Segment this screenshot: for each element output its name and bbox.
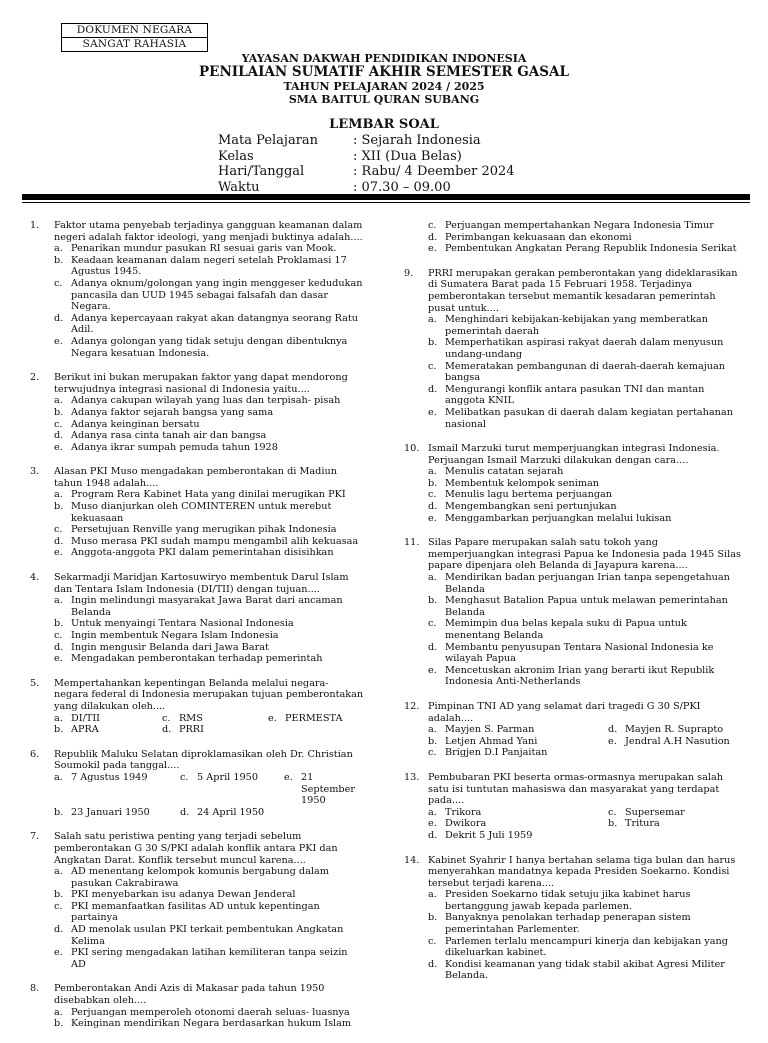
option-text: Menulis lagu bertema perjuangan [445,489,613,501]
option-grid [54,713,365,736]
classification-stamp [61,23,208,52]
option-text: RMS [179,712,203,724]
option-text: Parlemen terlalu mencampuri kinerja dan kebijakan yang dikeluarkan kabinet. [445,935,728,959]
option-letter: a. [54,243,63,255]
option-text: Adanya ikrar sumpah pemuda tahun 1928 [71,441,278,453]
question-text: Mempertahankan kepentingan Belanda melalui negara- negara federal di Indonesia merupakan tujuan pemberontakan yang dilakukan oleh.... [54,677,364,712]
question-number: 14. [404,854,420,866]
question-number: 7. [30,831,40,843]
option-c [428,936,744,959]
question-body [54,220,365,359]
option-letter: c. [180,771,189,783]
option-b [54,255,365,278]
question-number: 3. [30,466,40,478]
header-rule-thin [22,202,750,203]
school-name: SMA BAITUL QURAN SUBANG [288,93,480,106]
question-number: 6. [30,748,40,760]
question-12 [404,701,744,759]
question-number: 8. [30,983,40,995]
option-b [428,478,744,490]
option-a [428,724,608,736]
option-d [54,313,365,336]
question-body [428,772,744,842]
option-text: Mencetuskan akronim Irian yang berarti ikut Republik Indonesia Anti-Netherlands [445,664,715,688]
option-b [54,889,365,901]
option-text: Dwikora [445,818,487,830]
option-letter: c. [428,935,437,947]
option-a [54,395,365,407]
question-text: Berikut ini bukan merupakan faktor yang dapat mendorong terwujudnya integrasi nasional di Indonesia yaitu.... [54,372,348,395]
option-text: Anggota-anggota PKI dalam pemerintahan disisihkan [71,547,334,559]
option-letter: c. [54,418,63,430]
question-body [428,855,744,983]
option-e [54,947,365,970]
option-e [54,442,365,454]
question-body [54,466,365,559]
option-letter: b. [608,818,618,830]
option-text: Adanya keinginan bersatu [71,418,200,430]
option-a [428,466,744,478]
question-text: Salah satu peristiwa penting yang terjadi sebelum pemberontakan G 30 S/PKI adalah konflik antara PKI dan Angkatan Darat. Konflik tersebut muncul karena.... [54,831,338,866]
option-letter: d. [428,383,438,395]
option-letter: c. [608,806,617,818]
questions-right-column [404,220,744,995]
option-letter: c. [162,712,171,724]
option-c [54,524,365,536]
option-e [428,407,744,430]
option-letter: c. [54,630,63,641]
option-text: 24 April 1950 [197,806,265,818]
question-14 [404,855,744,983]
question-text: Faktor utama penyebab terjadinya gangguan keamanan dalam negeri adalah faktor ideologi, yang menjadi buktinya adalah.... [54,220,363,243]
option-letter: a. [54,1006,63,1018]
option-text: PKI memanfaatkan fasilitas AD untuk kepentingan partainya [71,900,320,924]
option-letter: b. [428,912,438,924]
option-text: Ingin mengusir Belanda dari Jawa Barat [71,641,269,653]
option-text: Mendirikan badan perjuangan Irian tanpa sepengetahuan Belanda [445,572,730,595]
option-text: APRA [71,724,99,736]
option-letter: b. [54,1018,64,1030]
option-text: AD menentang kelompok komunis bergabung dalam pasukan Cakrabirawa [71,866,329,889]
question-number: 4. [30,572,40,584]
option-d [162,724,268,736]
option-b [54,501,365,524]
option-e [54,336,365,359]
option-text: Perimbangan kekuasaan dan ekonomi [445,231,632,243]
question-number: 9. [404,267,414,279]
question-body [428,268,744,430]
question-body [54,831,365,970]
option-b [428,912,744,935]
option-e [54,653,365,665]
option-text: 21 September 1950 [301,771,355,807]
option-grid [54,772,365,818]
option-letter: a. [54,395,63,407]
option-e [268,713,365,725]
option-d [428,384,744,407]
option-text: Keadaan keamanan dalam negeri setelah Proklamasi 17 Agustus 1945. [71,254,347,278]
question-number: 13. [404,771,420,783]
option-a [428,314,744,337]
option-c [428,618,744,641]
option-letter: e. [284,771,293,783]
option-text: AD menolak usulan PKI terkait pembentukan Angkatan Kelima [71,924,344,947]
option-text: PKI sering mengadakan latihan kemiliteran tanpa seizin AD [71,947,348,970]
option-c [428,361,744,384]
option-a [428,807,608,819]
option-letter: c. [428,360,437,372]
questions-left-column [30,220,365,1043]
question-2 [30,372,365,453]
option-letter: d. [428,501,438,513]
option-d [428,642,744,665]
option-d [608,724,744,736]
question-4 [30,572,365,665]
option-letter: d. [428,958,438,970]
option-letter: b. [428,337,438,349]
option-letter: c. [428,489,437,501]
question-number: 11. [404,537,420,549]
question-10 [404,443,744,524]
question-13 [404,772,744,842]
option-d [428,830,608,842]
option-text: 7 Agustus 1949 [71,771,148,783]
option-e [428,665,744,688]
question-8 [30,983,365,1029]
option-letter: d. [54,430,64,442]
stamp-line-2: SANGAT RAHASIA [62,37,207,51]
question-text: PRRI merupakan gerakan pemberontakan yang dideklarasikan di Sumatera Barat pada 15 Februari 1958. Terjadinya pemberontakan tersebut memantik kesadaran pemerintah pusat untuk.... [428,267,738,314]
option-b [428,736,608,748]
option-text: PERMESTA [285,712,343,724]
option-text: 23 Januari 1950 [71,806,150,818]
option-letter: d. [54,924,64,936]
option-text: PRRI [179,724,204,736]
question-text: Alasan PKI Muso mengadakan pemberontakan di Madiun tahun 1948 adalah.... [54,466,337,489]
info-class: Kelas : XII (Dua Belas) [218,148,462,164]
exam-info [218,133,515,195]
question-text: Ismail Marzuki turut memperjuangkan integrasi Indonesia. Perjuangan Ismail Marzuki dilakukan dengan cara.... [428,443,720,466]
option-letter: a. [54,489,63,501]
question-8-continued [428,220,744,255]
option-text: Mayjen S. Parman [445,724,535,736]
option-b [54,1018,365,1030]
question-text: Kabinet Syahrir I hanya bertahan selama tiga bulan dan harus menyerahkan mandatnya kepada Presiden Soekarno. Kondisi tersebut terjadi karena.... [428,854,736,889]
option-text: Jendral A.H Nasution [625,735,730,747]
option-letter: e. [608,735,617,747]
question-6 [30,749,365,819]
option-d [428,959,744,982]
option-text: Supersemar [625,806,685,818]
option-letter: c. [54,900,63,912]
option-text: Adanya golongan yang tidak setuju dengan dibentuknya Negara kesatuan Indonesia. [71,335,348,359]
option-c [162,713,268,725]
option-b [54,724,162,736]
option-letter: e. [54,441,63,453]
option-letter: a. [428,724,437,736]
option-text: Mengadakan pemberontakan terhadap pemerintah [71,653,323,665]
option-text: Menghasut Batalion Papua untuk melawan pemerintahan Belanda [445,595,728,618]
stamp-line-1: DOKUMEN NEGARA [76,24,193,36]
sheet-title: LEMBAR SOAL [329,117,439,132]
option-d [428,232,744,244]
option-text: Muso merasa PKI sudah mampu mengambil alih kekuasaa [71,535,359,547]
option-letter: a. [428,314,437,326]
option-letter: a. [54,712,63,724]
option-b [428,595,744,618]
option-text: Membantu penyusupan Tentara Nasional Indonesia ke wilayah Papua [445,641,714,665]
question-body [54,749,365,819]
option-a [54,866,365,889]
question-3 [30,466,365,559]
option-text: Menulis catatan sejarah [445,466,564,478]
option-text: Tritura [625,818,660,830]
option-text: Adanya rasa cinta tanah air dan bangsa [71,430,267,442]
question-number: 12. [404,700,420,712]
option-letter: b. [54,724,64,736]
option-text: Mayjen R. Suprapto [625,724,724,736]
option-text: Menghindari kebijakan-kebijakan yang memberatkan pemerintah daerah [445,314,708,337]
option-text: Ingin membentuk Negara Islam Indonesia [71,630,279,641]
option-letter: d. [162,724,172,736]
question-1 [30,220,365,359]
option-a [428,572,744,595]
option-text: Brigjen D.I Panjaitan [445,747,548,759]
option-e [608,736,744,748]
option-letter: d. [180,806,190,818]
header-rule-thick [22,194,750,200]
option-c [180,772,284,807]
option-text: Menggambarkan perjuangkan melalui lukisan [445,512,672,524]
option-b [428,337,744,360]
option-text: Muso dianjurkan oleh COMINTEREN untuk merebut kekuasaan [71,501,332,524]
option-text: Penarikan mundur pasukan RI sesuai garis van Mook. [71,243,337,255]
option-e [428,818,608,830]
option-letter: c. [54,277,63,289]
option-b [54,618,365,630]
option-text: 5 April 1950 [197,771,259,783]
option-letter: e. [54,653,63,665]
option-letter: b. [54,889,64,901]
option-c [608,807,744,819]
question-body [54,983,365,1029]
option-letter: b. [54,618,64,630]
question-text: Republik Maluku Selatan diproklamasikan oleh Dr. Christian Soumokil pada tanggal.... [54,748,353,772]
option-b [54,407,365,419]
option-b [54,807,180,819]
question-body [428,443,744,524]
option-text: Membentuk kelompok seniman [445,477,600,489]
option-letter: e. [428,664,437,676]
option-text: Keinginan mendirikan Negara berdasarkan hukum Islam [71,1018,352,1030]
option-e [428,243,744,255]
option-letter: a. [54,771,63,783]
option-letter: e. [54,947,63,959]
option-text: Perjuangan memperoleh otonomi daerah seluas- luasnya [71,1006,350,1018]
question-body [428,537,744,688]
option-letter: d. [54,535,64,547]
option-text: PKI menyebarkan isu adanya Dewan Jenderal [71,889,296,901]
option-text: Memperhatikan aspirasi rakyat daerah dalam menyusun undang-undang [445,337,724,360]
option-text: Memeratakan pembangunan di daerah-daerah kemajuan bangsa [445,360,725,384]
option-text: Untuk menyaingi Tentara Nasional Indonesia [71,618,294,630]
option-a [54,243,365,255]
question-text: Pemberontakan Andi Azis di Makasar pada tahun 1950 disebabkan oleh.... [54,983,325,1007]
option-c [54,419,365,431]
option-c [428,489,744,501]
option-d [428,501,744,513]
option-text: Perjuangan mempertahankan Negara Indonesia Timur [445,220,714,231]
option-e [54,547,365,559]
option-text: Memimpin dua belas kepala suku di Papua untuk menentang Belanda [445,618,687,641]
option-text: Adanya kepercayaan rakyat akan datangnya seorang Ratu Adil. [71,312,359,336]
option-d [180,807,284,819]
question-body [428,701,744,759]
foundation-name: YAYASAN DAKWAH PENDIDIKAN INDONESIA [241,52,527,65]
option-text: Pembentukan Angkatan Perang Republik Indonesia Serikat [445,243,737,255]
option-letter: c. [428,220,437,231]
question-number: 5. [30,677,40,689]
option-grid [428,807,744,842]
option-text: Trikora [445,806,482,818]
option-a [54,1007,365,1019]
option-d [54,642,365,654]
option-letter: b. [54,806,64,818]
option-c [54,630,365,642]
info-time: Waktu : 07.30 – 09.00 [218,179,451,195]
option-text: Adanya oknum/golongan yang ingin menggeser kedudukan pancasila dan UUD 1945 sebagai falsafah dan dasar Negara. [71,277,363,313]
option-c [54,278,365,313]
option-text: Persetujuan Renville yang merugikan pihak Indonesia [71,524,337,536]
info-date: Hari/Tanggal : Rabu/ 4 Deember 2024 [218,164,515,179]
question-5 [30,678,365,736]
option-b [608,818,744,830]
option-text: Mengembangkan seni pertunjukan [445,501,617,513]
info-subject: Mata Pelajaran : Sejarah Indonesia [218,133,481,148]
option-letter: d. [428,641,438,653]
option-letter: a. [54,595,63,607]
option-letter: b. [428,735,438,747]
option-e [428,513,744,525]
option-letter: a. [428,806,437,818]
option-e [284,772,365,807]
option-a [54,713,162,725]
option-text: Dekrit 5 Juli 1959 [445,829,533,841]
question-text: Pimpinan TNI AD yang selamat dari tragedi G 30 S/PKI adalah.... [428,700,701,724]
option-text: Presiden Soekarno tidak setuju jika kabinet harus bertanggung jawab kepada parlemen. [445,889,691,912]
option-letter: b. [54,254,64,266]
option-c [428,747,608,759]
option-text: Program Rera Kabinet Hata yang dinilai merugikan PKI [71,489,346,501]
option-text: Kondisi keamanan yang tidak stabil akibat Agresi Militer Belanda. [445,958,725,982]
option-letter: b. [54,406,64,418]
option-letter: d. [54,641,64,653]
option-letter: e. [54,335,63,347]
option-a [54,489,365,501]
question-text: Pembubaran PKI beserta ormas-ormasnya merupakan salah satu isi tuntutan mahasiswa dan masyarakat yang terdapat pada.... [428,771,724,807]
option-letter: b. [54,501,64,513]
question-11 [404,537,744,688]
question-text: Silas Papare merupakan salah satu tokoh yang memperjuangkan integrasi Papua ke Indonesia pada 1945 Silas papare dipenjara oleh Belanda di Jayapura karena.... [428,537,741,572]
option-text: Mengurangi konflik antara pasukan TNI dan mantan anggota KNIL [445,383,705,407]
option-a [54,772,180,807]
option-letter: d. [608,724,618,736]
option-letter: d. [428,829,438,841]
option-letter: a. [428,572,437,584]
option-letter: a. [428,889,437,901]
option-text: Banyaknya penolakan terhadap penerapan sistem pemerintahan Parlementer. [445,912,691,936]
option-a [54,595,365,618]
option-text: Melibatkan pasukan di daerah dalam kegiatan pertahanan nasional [445,406,733,430]
option-letter: e. [428,512,437,524]
question-body [54,372,365,453]
option-c [428,220,744,232]
option-letter: c. [428,618,437,630]
question-number: 2. [30,372,40,384]
question-text: Sekarmadji Maridjan Kartosuwiryo membentuk Darul Islam dan Tentara Islam Indonesia (DI/TII) dengan tujuan.... [54,572,349,595]
option-letter: b. [428,595,438,607]
option-a [428,889,744,912]
question-number: 10. [404,443,420,455]
option-d [54,536,365,548]
option-letter: e. [268,712,277,724]
option-letter: e. [428,406,437,418]
question-body [54,678,365,736]
question-body [54,572,365,665]
exam-title: PENILAIAN SUMATIF AKHIR SEMESTER GASAL [199,64,569,80]
option-d [54,924,365,947]
option-letter: d. [54,312,64,324]
option-text: Adanya faktor sejarah bangsa yang sama [71,406,274,418]
option-text: DI/TII [71,712,100,724]
option-letter: c. [54,524,63,536]
option-d [54,430,365,442]
option-letter: e. [428,243,437,255]
question-number: 1. [30,220,40,231]
option-text: Ingin melindungi masyarakat Jawa Barat dari ancaman Belanda [71,595,343,618]
option-c [54,901,365,924]
option-letter: e. [428,818,437,830]
option-letter: a. [54,866,63,878]
option-letter: a. [428,466,437,478]
option-text: Letjen Ahmad Yani [445,735,538,747]
option-grid [428,724,744,759]
option-letter: b. [428,477,438,489]
question-7 [30,831,365,970]
option-letter: d. [428,231,438,243]
option-letter: c. [428,747,437,759]
option-text: Adanya cakupan wilayah yang luas dan terpisah- pisah [71,395,341,407]
question-9 [404,268,744,430]
academic-year: TAHUN PELAJARAN 2024 / 2025 [283,80,485,93]
option-letter: e. [54,547,63,559]
